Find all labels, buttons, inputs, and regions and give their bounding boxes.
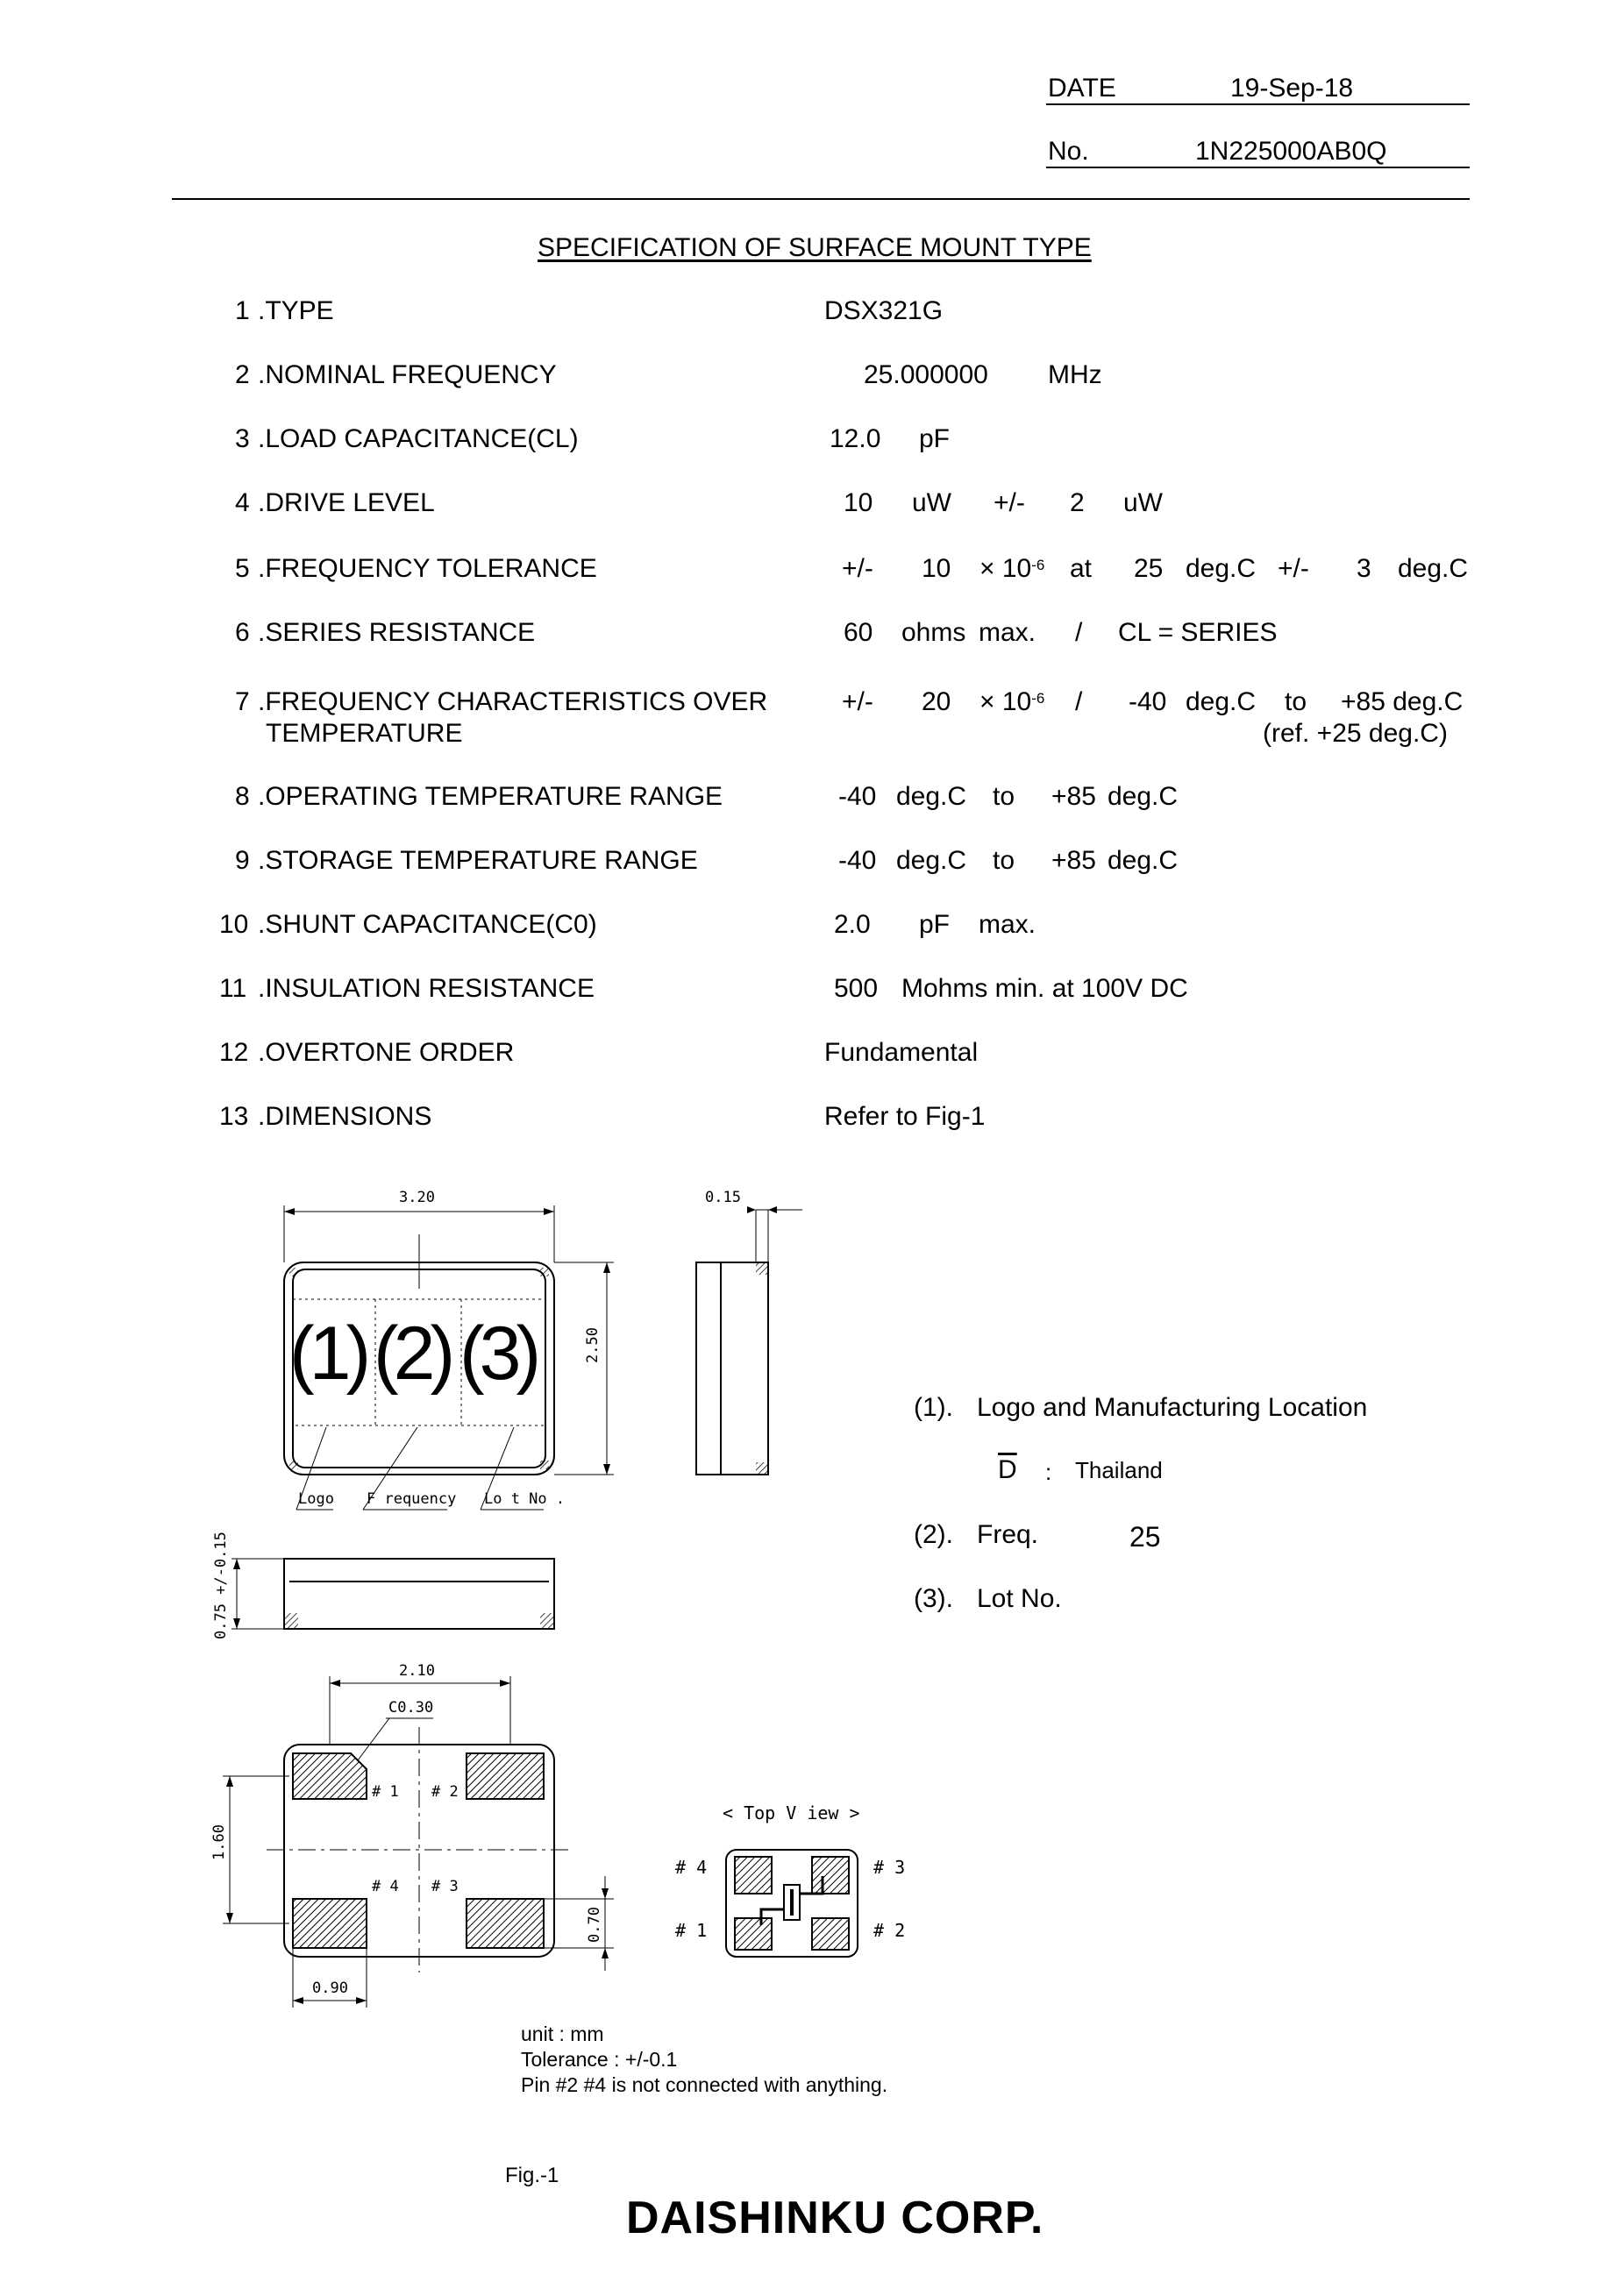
tv-pin-4: # 4 bbox=[675, 1857, 708, 1878]
dim-chamfer: C0.30 bbox=[388, 1699, 434, 1717]
spec-label: .OPERATING TEMPERATURE RANGE bbox=[258, 782, 723, 811]
callout-lot: Lo t No . bbox=[484, 1490, 566, 1508]
spec-pm: +/- bbox=[842, 687, 873, 716]
spec-value: 12.0 bbox=[830, 424, 881, 453]
legend-1-text: Logo and Manufacturing Location bbox=[977, 1393, 1368, 1422]
figure-caption: Fig.-1 bbox=[505, 2164, 559, 2187]
spec-value: -40 bbox=[838, 846, 877, 875]
spec-label: .FREQUENCY TOLERANCE bbox=[258, 554, 597, 583]
spec-value: DSX321G bbox=[824, 296, 944, 325]
spec-num: 11 bbox=[219, 974, 247, 1003]
spec-value: 25.000000 bbox=[864, 360, 988, 389]
dim-pad-pitch: 1.60 bbox=[210, 1824, 228, 1860]
spec-slash: / bbox=[1075, 618, 1083, 647]
top-view-title: < Top V iew > bbox=[723, 1802, 860, 1823]
callout-frequency: F requency bbox=[367, 1490, 457, 1508]
callout-logo: Logo bbox=[298, 1490, 334, 1508]
spec-unit: uW bbox=[912, 488, 951, 517]
spec-label: .STORAGE TEMPERATURE RANGE bbox=[258, 846, 698, 875]
spec-scale-exp: -6 bbox=[1031, 690, 1045, 707]
spec-label: .DRIVE LEVEL bbox=[258, 488, 435, 517]
pin-3-label: # 3 bbox=[431, 1878, 459, 1895]
top-view-mini bbox=[726, 1850, 858, 1957]
legend-2-value: 25 bbox=[1129, 1521, 1161, 1553]
spec-label: .INSULATION RESISTANCE bbox=[258, 974, 595, 1003]
spec-scale-base: × 10 bbox=[979, 554, 1032, 583]
note-unit: unit : mm bbox=[521, 2022, 604, 2045]
note-tolerance: Tolerance : +/-0.1 bbox=[521, 2048, 678, 2071]
date-label: DATE bbox=[1048, 74, 1116, 103]
legend-3-num: (3). bbox=[914, 1584, 953, 1613]
no-label: No. bbox=[1048, 137, 1089, 166]
spec-label: .LOAD CAPACITANCE(CL) bbox=[258, 424, 579, 453]
company-logo: DAISHINKU CORP. bbox=[626, 2193, 1044, 2243]
spec-value: +85 bbox=[1051, 846, 1096, 875]
legend-1-num: (1). bbox=[914, 1393, 953, 1422]
spec-num: 8 bbox=[235, 782, 250, 811]
spec-value: 500 bbox=[834, 974, 879, 1003]
spec-unit: MHz bbox=[1048, 360, 1102, 389]
spec-num: 2 bbox=[235, 360, 250, 389]
marking-2: (2) bbox=[374, 1311, 451, 1396]
spec-unit: deg.C bbox=[1108, 782, 1179, 811]
spec-value: 3 bbox=[1357, 554, 1371, 583]
no-value: 1N225000AB0Q bbox=[1195, 137, 1387, 166]
spec-to: to bbox=[1285, 687, 1307, 716]
spec-value: 10 bbox=[844, 488, 873, 517]
legend-3-text: Lot No. bbox=[977, 1584, 1062, 1613]
spec-num: 4 bbox=[235, 488, 250, 517]
spec-num: 9 bbox=[235, 846, 250, 875]
spec-value: 60 bbox=[844, 618, 873, 647]
spec-label: .SHUNT CAPACITANCE(C0) bbox=[258, 910, 597, 939]
page-title: SPECIFICATION OF SURFACE MOUNT TYPE bbox=[538, 233, 1092, 262]
spec-label: .OVERTONE ORDER bbox=[258, 1038, 515, 1067]
spec-label: .NOMINAL FREQUENCY bbox=[258, 360, 557, 389]
package-bottom-view bbox=[223, 1676, 614, 2008]
spec-pm: +/- bbox=[1278, 554, 1309, 583]
spec-label: .DIMENSIONS bbox=[258, 1102, 432, 1131]
spec-value: 25 bbox=[1134, 554, 1164, 583]
spec-unit: uW bbox=[1123, 488, 1163, 517]
dim-width: 3.20 bbox=[399, 1189, 435, 1206]
spec-pm: +/- bbox=[994, 488, 1025, 517]
pin-2-label: # 2 bbox=[431, 1783, 459, 1801]
pin-1-label: # 1 bbox=[372, 1783, 399, 1801]
dim-thickness: 0.75 +/-0.15 bbox=[212, 1532, 230, 1639]
spec-value: 20 bbox=[922, 687, 951, 716]
spec-value: 2.0 bbox=[834, 910, 871, 939]
tv-pin-2: # 2 bbox=[873, 1920, 906, 1941]
date-value: 19-Sep-18 bbox=[1230, 74, 1354, 103]
spec-scale-base: × 10 bbox=[979, 687, 1032, 716]
spec-label-2: TEMPERATURE bbox=[266, 719, 463, 748]
spec-value: Fundamental bbox=[824, 1038, 979, 1067]
legend-2-text: Freq. bbox=[977, 1520, 1039, 1549]
spec-unit: deg.C bbox=[896, 782, 967, 811]
spec-label: .SERIES RESISTANCE bbox=[258, 618, 536, 647]
spec-num: 6 bbox=[235, 618, 250, 647]
spec-cond: CL = SERIES bbox=[1118, 618, 1278, 647]
marking-1: (1) bbox=[289, 1311, 367, 1396]
spec-value: +85 deg.C bbox=[1341, 687, 1464, 716]
spec-value: -40 bbox=[838, 782, 877, 811]
spec-unit: deg.C bbox=[1108, 846, 1179, 875]
spec-at: at bbox=[1070, 554, 1093, 583]
package-side-view bbox=[696, 1206, 802, 1475]
spec-num: 10 bbox=[219, 910, 249, 939]
dim-height: 2.50 bbox=[584, 1327, 602, 1363]
spec-num: 3 bbox=[235, 424, 250, 453]
dim-pad-span: 2.10 bbox=[399, 1662, 435, 1680]
spec-unit: ohms bbox=[901, 618, 966, 647]
spec-value: 10 bbox=[922, 554, 951, 583]
spec-max: max. bbox=[979, 618, 1036, 647]
spec-unit: deg.C bbox=[1186, 554, 1257, 583]
note-pins: Pin #2 #4 is not connected with anything. bbox=[521, 2073, 888, 2096]
dim-pad-w: 0.90 bbox=[312, 1980, 348, 1997]
spec-value: 2 bbox=[1070, 488, 1085, 517]
spec-unit: Mohms min. at 100V DC bbox=[901, 974, 1188, 1003]
spec-scale-exp: -6 bbox=[1031, 557, 1045, 573]
spec-num: 1 bbox=[235, 296, 250, 325]
spec-ref: (ref. +25 deg.C) bbox=[1263, 719, 1448, 748]
spec-value: -40 bbox=[1129, 687, 1167, 716]
dim-side: 0.15 bbox=[705, 1189, 741, 1206]
spec-unit: pF bbox=[919, 910, 951, 939]
dim-pad-h: 0.70 bbox=[586, 1907, 603, 1943]
spec-num: 5 bbox=[235, 554, 250, 583]
legend-2-num: (2). bbox=[914, 1520, 953, 1549]
spec-max: max. bbox=[979, 910, 1036, 939]
spec-unit: pF bbox=[919, 424, 951, 453]
spec-label: .FREQUENCY CHARACTERISTICS OVER bbox=[258, 687, 768, 716]
package-front-view bbox=[231, 1559, 554, 1629]
spec-num: 7 bbox=[235, 687, 250, 716]
spec-pm: +/- bbox=[842, 554, 873, 583]
logo-letter: $\overline{D}$ bbox=[998, 1455, 1017, 1484]
spec-to: to bbox=[993, 782, 1015, 811]
spec-slash: / bbox=[1075, 687, 1083, 716]
spec-unit: deg.C bbox=[1398, 554, 1469, 583]
spec-num: 13 bbox=[219, 1102, 249, 1131]
logo-location: Thailand bbox=[1075, 1457, 1163, 1483]
pin-4-label: # 4 bbox=[372, 1878, 399, 1895]
spec-to: to bbox=[993, 846, 1015, 875]
logo-colon: : bbox=[1045, 1459, 1052, 1485]
spec-unit: deg.C bbox=[1186, 687, 1257, 716]
tv-pin-3: # 3 bbox=[873, 1857, 906, 1878]
spec-value: Refer to Fig-1 bbox=[824, 1102, 986, 1131]
tv-pin-1: # 1 bbox=[675, 1920, 708, 1941]
spec-unit: deg.C bbox=[896, 846, 967, 875]
spec-label: .TYPE bbox=[258, 296, 334, 325]
spec-num: 12 bbox=[219, 1038, 249, 1067]
marking-3: (3) bbox=[459, 1311, 537, 1396]
spec-value: +85 bbox=[1051, 782, 1096, 811]
